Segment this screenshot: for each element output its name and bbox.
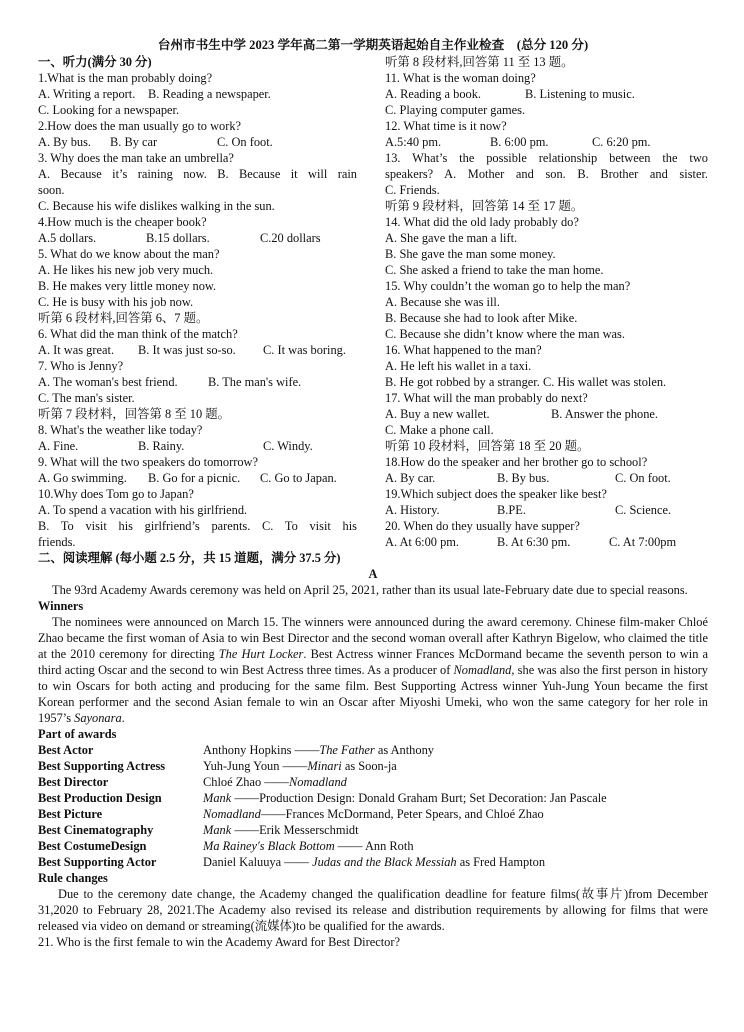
question-line: 5. What do we know about the man? [38,247,220,261]
question-line: 18.How do the speaker and her brother go to school? [385,455,648,469]
answer-option: A. Writing a report. [38,87,136,101]
question-line: 听第 9 段材料，回答第 14 至 17 题。 [385,199,584,213]
answer-option: C. On foot. [615,471,671,485]
question-line: 听第 7 段材料，回答第 8 至 10 题。 [38,407,231,421]
question-line: 10.Why does Tom go to Japan? [38,487,194,501]
option-row [385,86,708,102]
award-winner: Nomadland——Frances McDormand, Peter Spears, and Chloé Zhao [203,807,544,821]
film-title: Ma Rainey's Black Bottom [203,839,335,853]
question-line: 12. What time is it now? [385,119,507,133]
award-category: Best CostumeDesign [38,839,147,853]
option-row [38,342,357,358]
right-column [385,54,708,550]
award-category: Best Director [38,775,109,789]
award-category: Best Supporting Actress [38,759,166,773]
question-line: A. Because it’s raining now. B. Because it will rain [38,167,357,181]
award-row [38,742,708,758]
option-row [38,438,357,454]
question-line: A. She gave the man a lift. [385,231,518,245]
answer-option: A. By bus. [38,135,92,149]
option-row [38,230,357,246]
question-line: A. He likes his new job very much. [38,263,214,277]
question-line: 20. When do they usually have supper? [385,519,580,533]
option-row [385,534,708,550]
question-line: C. The man's sister. [38,391,135,405]
question-line: friends. [38,535,76,549]
question-line: 9. What will the two speakers do tomorrow? [38,455,259,469]
option-row [38,86,357,102]
question-line: 17. What will the man probably do next? [385,391,588,405]
question-line: speakers? A. Mother and son. B. Brother and sister. [385,167,708,181]
question-line: 14. What did the old lady probably do? [385,215,579,229]
award-winner: Chloé Zhao ——Nomadland [203,775,347,789]
award-winner: Ma Rainey's Black Bottom —— Ann Roth [203,839,414,853]
paragraph: Due to the ceremony date change, the Academy changed the qualification deadline for feature films(故事片)from December 31,2020 to February 28, 2021.The Academy also revised its release and distribution requirements by allowing for films that were released via video on demand or streaming(流媒体)to be qualified for the awards. [38,887,708,933]
film-title: Minari [307,759,342,773]
award-category: Best Cinematography [38,823,154,837]
section-heading: 一、听力(满分 30 分) [38,55,152,69]
answer-option: A. By car. [385,471,436,485]
question: 21. Who is the first female to win the Academy Award for Best Director? [38,935,400,949]
question-line: C. She asked a friend to take the man home. [385,263,604,277]
question-line: 1.What is the man probably doing? [38,71,213,85]
paragraph: The nominees were announced on March 15. The winners were announced during the award ceremony. Chinese film-maker Chloé Zhao became the first woman of Asia to win Best Director and the second woman overall after Kathryn Bigelow, who claimed the title at the 2010 ceremony for directing The Hurt Locker. Best Actress winner Frances McDormand became the seventh person to win a third acting Oscar and the second to win Best Actress three times. As a producer of Nomadland, she was also the first person in history to win Oscars for both acting and producing for the same film. Best Supporting Actress winner Yuh-Jung Youn became the first Korean performer and the second Asian female to win an Oscar after Miyoshi Umeki, who won the same category for her role in 1957’s Sayonara. [38,615,708,725]
answer-option: B. At 6:30 pm. [497,535,571,549]
option-row [385,406,708,422]
question-line: B. Because she had to look after Mike. [385,311,578,325]
film-title: The Father [319,743,375,757]
answer-option: A. History. [385,503,440,517]
film-title: Mank [203,791,232,805]
answer-option: A. It was great. [38,343,115,357]
film-title: Nomadland [289,775,347,789]
answer-option: C. At 7:00pm [609,535,677,549]
answer-option: B.PE. [497,503,526,517]
exam-page [38,36,708,950]
award-winner: Anthony Hopkins ——The Father as Anthony [203,743,434,757]
award-winner: Mank ——Production Design: Donald Graham Burt; Set Decoration: Jan Pascale [203,791,607,805]
answer-option: C. Go to Japan. [260,471,337,485]
passage-letter: A [368,567,378,581]
question-line: C. Looking for a newspaper. [38,103,180,117]
answer-option: B. Go for a picnic. [148,471,241,485]
answer-option: B. Answer the phone. [551,407,659,421]
answer-option: C. Science. [615,503,672,517]
award-row [38,758,708,774]
answer-option: B. 6:00 pm. [490,135,549,149]
award-row [38,838,708,854]
award-winner: Mank ——Erik Messerschmidt [203,823,359,837]
answer-option: A. Buy a new wallet. [385,407,490,421]
question-line: 15. Why couldn’t the woman go to help the man? [385,279,631,293]
film-title: Judas and the Black Messiah [312,855,457,869]
question-line: 7. Who is Jenny? [38,359,124,373]
film-title: Sayonara [74,711,122,725]
film-title: Nomadland [203,807,261,821]
answer-option: B. Reading a newspaper. [148,87,271,101]
answer-option: B. By bus. [497,471,550,485]
left-column [38,54,357,550]
answer-option: A. At 6:00 pm. [385,535,460,549]
section-heading: 二、阅读理解 (每小题 2.5 分，共 15 道题，满分 37.5 分) [38,551,341,565]
answer-option: C. It was boring. [263,343,346,357]
question-line: 听第 6 段材料,回答第 6、7 题。 [38,311,209,325]
question-line: 11. What is the woman doing? [385,71,536,85]
option-row [38,134,357,150]
subheading: Rule changes [38,871,108,885]
answer-option: A. Fine. [38,439,79,453]
answer-option: C. On foot. [217,135,273,149]
answer-option: B. It was just so-so. [138,343,236,357]
award-category: Best Picture [38,807,103,821]
film-title: Nomadland [453,663,512,677]
film-title: Mank [203,823,232,837]
answer-option: C.20 dollars [260,231,321,245]
question-line: B. To visit his girlfriend’s parents. C. To visit his [38,519,357,533]
award-winner: Yuh-Jung Youn ——Minari as Soon-ja [203,759,397,773]
option-row [38,470,357,486]
question-line: soon. [38,183,65,197]
question-line: B. He makes very little money now. [38,279,217,293]
question-line: B. She gave the man some money. [385,247,556,261]
award-category: Best Actor [38,743,94,757]
question-line: C. Because his wife dislikes walking in the sun. [38,199,275,213]
question-line: 4.How much is the cheaper book? [38,215,207,229]
award-category: Best Production Design [38,791,162,805]
answer-option: A. Go swimming. [38,471,127,485]
subheading: Winners [38,599,84,613]
question-line: 19.Which subject does the speaker like best? [385,487,607,501]
question-line: 听第 10 段材料，回答第 18 至 20 题。 [385,439,590,453]
subheading: Part of awards [38,727,117,741]
question-line: 8. What's the weather like today? [38,423,203,437]
answer-option: B.15 dollars. [146,231,210,245]
question-line: C. Because she didn’t know where the man was. [385,327,625,341]
question-line: 2.How does the man usually go to work? [38,119,242,133]
question-line: C. He is busy with his job now. [38,295,194,309]
answer-option: B. Rainy. [138,439,185,453]
answer-option: A.5 dollars. [38,231,97,245]
listening-columns [38,54,708,550]
question-line: 6. What did the man think of the match? [38,327,238,341]
award-row [38,822,708,838]
answer-option: C. Windy. [263,439,313,453]
answer-option: C. 6:20 pm. [592,135,651,149]
page-title: 台州市书生中学 2023 学年高二第一学期英语起始自主作业检查 (总分 120 分) [157,38,589,52]
question-line: A. To spend a vacation with his girlfriend. [38,503,248,517]
answer-option: A.5:40 pm. [385,135,442,149]
option-row [385,502,708,518]
award-row [38,806,708,822]
award-row [38,790,708,806]
option-row [385,470,708,486]
question-line: 听第 8 段材料,回答第 11 至 13 题。 [385,55,574,69]
question-line: B. He got robbed by a stranger. C. His wallet was stolen. [385,375,667,389]
answer-option: B. The man's wife. [208,375,302,389]
film-title: The Hurt Locker [218,647,304,661]
award-row [38,854,708,870]
award-row [38,774,708,790]
question-line: C. Make a phone call. [385,423,494,437]
award-category: Best Supporting Actor [38,855,157,869]
question-line: C. Playing computer games. [385,103,526,117]
question-line: 13. What’s the possible relationship between the two [385,151,708,165]
awards-list [38,742,708,870]
answer-option: B. Listening to music. [525,87,635,101]
answer-option: A. The woman's best friend. [38,375,178,389]
question-line: 16. What happened to the man? [385,343,542,357]
answer-option: B. By car [110,135,158,149]
question-line: 3. Why does the man take an umbrella? [38,151,234,165]
question-line: A. He left his wallet in a taxi. [385,359,532,373]
answer-option: A. Reading a book. [385,87,482,101]
option-row [385,134,708,150]
question-line: C. Friends. [385,183,440,197]
award-winner: Daniel Kaluuya —— Judas and the Black Messiah as Fred Hampton [203,855,546,869]
question-line: A. Because she was ill. [385,295,500,309]
paragraph: The 93rd Academy Awards ceremony was held on April 25, 2021, rather than its usual late-February date due to special reasons. [52,583,688,597]
option-row [38,374,357,390]
